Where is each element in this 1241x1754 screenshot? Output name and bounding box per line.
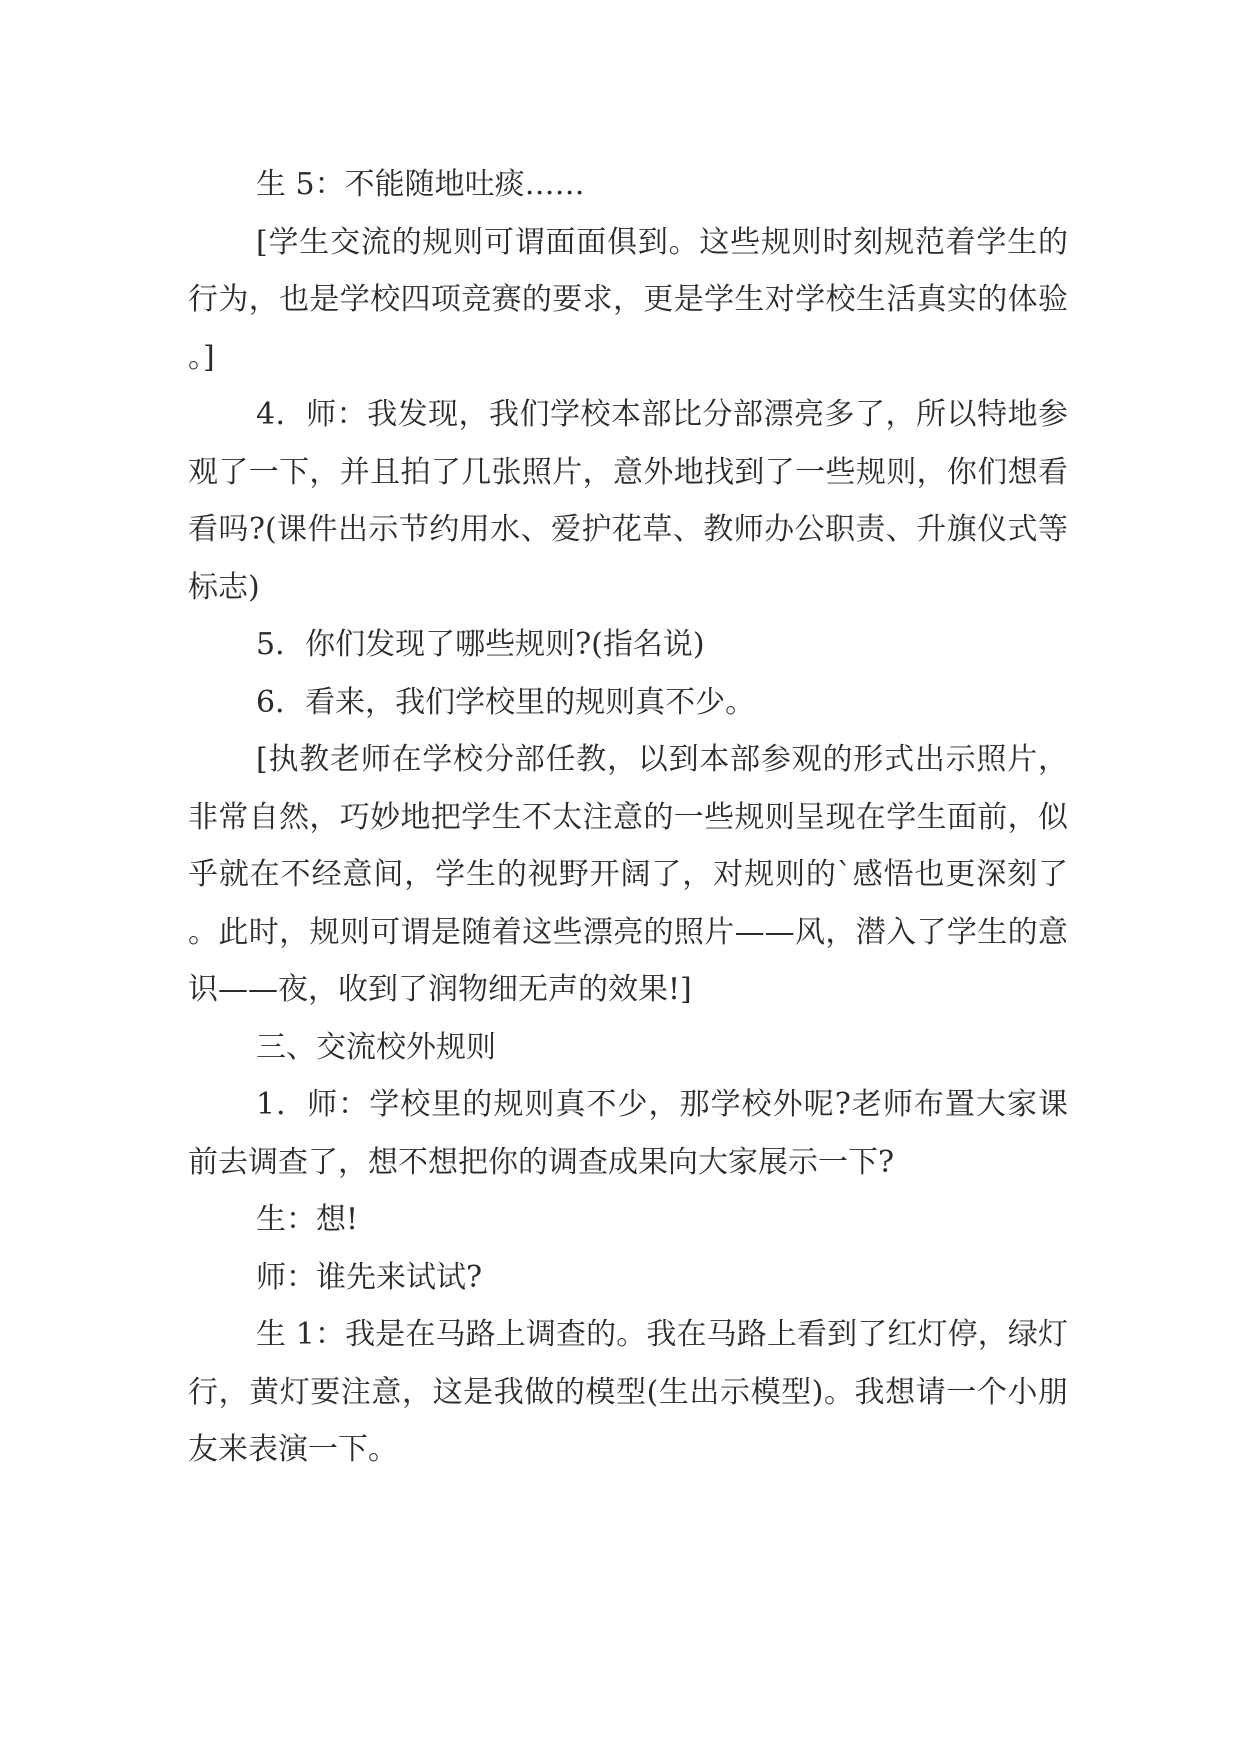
paragraph-student5-answer: 生 5：不能随地吐痰…… (256, 167, 585, 202)
paragraph-teacher-prompt: 师：谁先来试试? (256, 1259, 483, 1295)
paragraph-commentary-rules: [学生交流的规则可谓面面俱到。这些规则时刻规范着学生的行为，也是学校四项竞赛的要求，更是学生对学校生活真实的体验。] (188, 224, 1068, 375)
paragraph-step5: 5．你们发现了哪些规则?(指名说) (256, 627, 705, 662)
paragraph-student-reply: 生：想! (256, 1202, 359, 1237)
paragraph-commentary-photos: [执教老师在学校分部任教，以到本部参观的形式出示照片，非常自然，巧妙地把学生不太注意的一些规则呈现在学生面前，似乎就在不经意间，学生的视野开阔了，对规则的`感悟也更深刻了。此时，规则可谓是随着这些漂亮的照片——风，潜入了学生的意识——夜，收到了润物细无声的效果!] (188, 742, 1068, 1007)
paragraph-step1-teacher: 1．师：学校里的规则真不少，那学校外呢?老师布置大家课前去调查了，想不想把你的调查成果向大家展示一下? (188, 1087, 1068, 1180)
paragraph-step6: 6．看来，我们学校里的规则真不少。 (256, 684, 756, 720)
document-body (188, 156, 1068, 1479)
section-heading-outside-rules: 三、交流校外规则 (256, 1029, 496, 1065)
paragraph-student1-report: 生 1：我是在马路上调查的。我在马路上看到了红灯停，绿灯行，黄灯要注意，这是我做的模型(生出示模型)。我想请一个小朋友来表演一下。 (188, 1317, 1068, 1467)
paragraph-step4-teacher: 4．师：我发现，我们学校本部比分部漂亮多了，所以特地参观了一下，并且拍了几张照片，意外地找到了一些规则，你们想看看吗?(课件出示节约用水、爱护花草、教师办公职责、升旗仪式等标志) (188, 397, 1068, 605)
